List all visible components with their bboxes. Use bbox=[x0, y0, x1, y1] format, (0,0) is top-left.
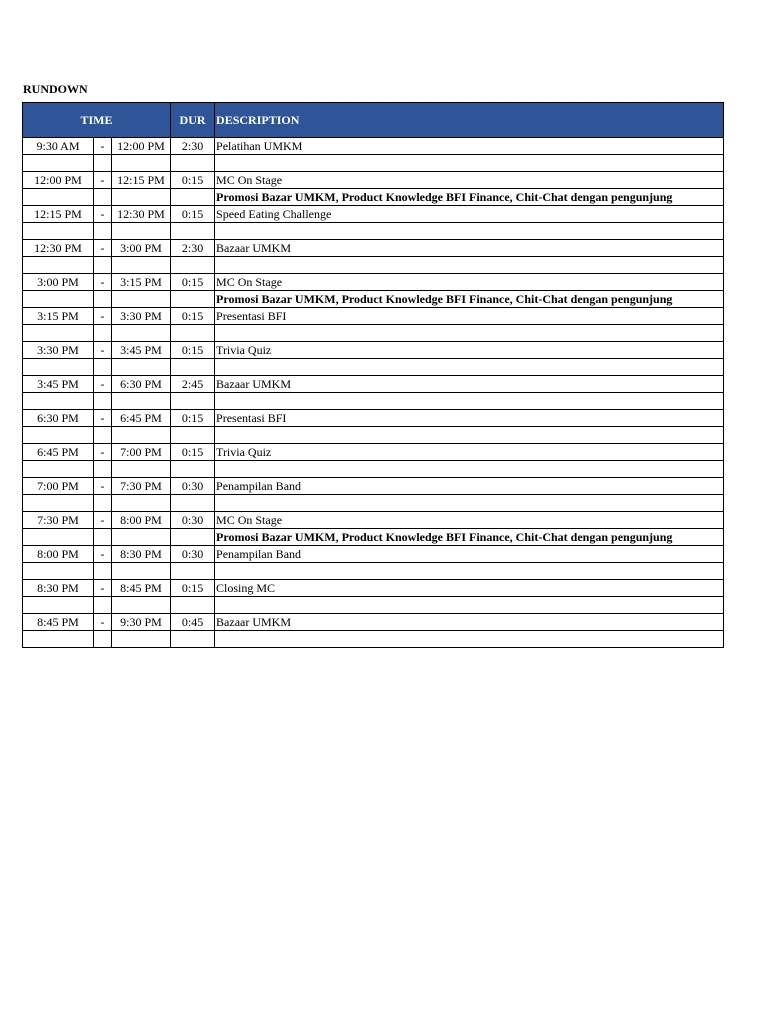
end-time-cell: 8:45 PM bbox=[112, 580, 171, 597]
table-row bbox=[23, 138, 724, 155]
duration-cell bbox=[171, 529, 215, 546]
duration-cell: 0:15 bbox=[171, 342, 215, 359]
table-row bbox=[23, 308, 724, 325]
end-time-cell: 7:00 PM bbox=[112, 444, 171, 461]
end-time-cell bbox=[112, 427, 171, 444]
table-row bbox=[23, 257, 724, 274]
separator-cell: - bbox=[94, 546, 112, 563]
start-time-cell bbox=[23, 359, 94, 376]
separator-cell bbox=[94, 155, 112, 172]
description-cell: Presentasi BFI bbox=[215, 410, 724, 427]
end-time-cell: 3:45 PM bbox=[112, 342, 171, 359]
description-cell bbox=[215, 223, 724, 240]
separator-cell: - bbox=[94, 478, 112, 495]
duration-cell: 0:15 bbox=[171, 444, 215, 461]
description-cell: MC On Stage bbox=[215, 274, 724, 291]
description-cell: Presentasi BFI bbox=[215, 308, 724, 325]
end-time-cell bbox=[112, 325, 171, 342]
separator-cell: - bbox=[94, 376, 112, 393]
start-time-cell bbox=[23, 155, 94, 172]
table-row bbox=[23, 410, 724, 427]
end-time-cell bbox=[112, 529, 171, 546]
separator-cell bbox=[94, 223, 112, 240]
description-cell: Promosi Bazar UMKM, Product Knowledge BFI Finance, Chit-Chat dengan pengunjung bbox=[215, 189, 724, 206]
table-row bbox=[23, 631, 724, 648]
separator-cell: - bbox=[94, 240, 112, 257]
duration-cell bbox=[171, 461, 215, 478]
separator-cell bbox=[94, 563, 112, 580]
duration-cell: 0:30 bbox=[171, 546, 215, 563]
duration-cell bbox=[171, 563, 215, 580]
table-row bbox=[23, 512, 724, 529]
end-time-cell: 3:00 PM bbox=[112, 240, 171, 257]
end-time-cell: 12:30 PM bbox=[112, 206, 171, 223]
duration-cell bbox=[171, 155, 215, 172]
table-row bbox=[23, 597, 724, 614]
start-time-cell: 8:30 PM bbox=[23, 580, 94, 597]
start-time-cell: 6:30 PM bbox=[23, 410, 94, 427]
description-cell: Bazaar UMKM bbox=[215, 614, 724, 631]
end-time-cell bbox=[112, 563, 171, 580]
duration-cell: 0:15 bbox=[171, 410, 215, 427]
end-time-cell: 9:30 PM bbox=[112, 614, 171, 631]
table-header-row bbox=[23, 103, 724, 138]
end-time-cell bbox=[112, 461, 171, 478]
separator-cell: - bbox=[94, 342, 112, 359]
end-time-cell bbox=[112, 291, 171, 308]
table-row bbox=[23, 478, 724, 495]
separator-cell: - bbox=[94, 410, 112, 427]
start-time-cell: 7:00 PM bbox=[23, 478, 94, 495]
start-time-cell bbox=[23, 189, 94, 206]
table-row bbox=[23, 427, 724, 444]
description-cell bbox=[215, 563, 724, 580]
table-row bbox=[23, 444, 724, 461]
description-cell bbox=[215, 461, 724, 478]
separator-cell: - bbox=[94, 206, 112, 223]
end-time-cell bbox=[112, 393, 171, 410]
duration-cell: 0:15 bbox=[171, 206, 215, 223]
separator-cell: - bbox=[94, 614, 112, 631]
duration-cell bbox=[171, 631, 215, 648]
separator-cell bbox=[94, 325, 112, 342]
separator-cell: - bbox=[94, 512, 112, 529]
header-time: TIME bbox=[23, 103, 171, 138]
description-cell: Promosi Bazar UMKM, Product Knowledge BFI Finance, Chit-Chat dengan pengunjung bbox=[215, 529, 724, 546]
end-time-cell: 7:30 PM bbox=[112, 478, 171, 495]
separator-cell bbox=[94, 495, 112, 512]
description-cell: Bazaar UMKM bbox=[215, 240, 724, 257]
separator-cell bbox=[94, 189, 112, 206]
start-time-cell: 3:30 PM bbox=[23, 342, 94, 359]
end-time-cell: 12:00 PM bbox=[112, 138, 171, 155]
duration-cell: 0:15 bbox=[171, 580, 215, 597]
end-time-cell bbox=[112, 155, 171, 172]
table-row bbox=[23, 580, 724, 597]
description-cell bbox=[215, 631, 724, 648]
table-row bbox=[23, 376, 724, 393]
end-time-cell bbox=[112, 257, 171, 274]
table-row bbox=[23, 223, 724, 240]
start-time-cell: 3:15 PM bbox=[23, 308, 94, 325]
separator-cell: - bbox=[94, 138, 112, 155]
page-title: RUNDOWN bbox=[23, 82, 88, 96]
duration-cell: 0:15 bbox=[171, 274, 215, 291]
description-cell bbox=[215, 359, 724, 376]
header-description: DESCRIPTION bbox=[215, 103, 724, 138]
description-cell: Promosi Bazar UMKM, Product Knowledge BFI Finance, Chit-Chat dengan pengunjung bbox=[215, 291, 724, 308]
description-cell bbox=[215, 597, 724, 614]
duration-cell: 2:45 bbox=[171, 376, 215, 393]
description-cell bbox=[215, 427, 724, 444]
start-time-cell bbox=[23, 393, 94, 410]
description-cell bbox=[215, 257, 724, 274]
separator-cell: - bbox=[94, 308, 112, 325]
duration-cell bbox=[171, 291, 215, 308]
start-time-cell bbox=[23, 495, 94, 512]
end-time-cell bbox=[112, 597, 171, 614]
start-time-cell: 8:00 PM bbox=[23, 546, 94, 563]
table-row bbox=[23, 240, 724, 257]
description-cell: Penampilan Band bbox=[215, 478, 724, 495]
end-time-cell: 3:30 PM bbox=[112, 308, 171, 325]
start-time-cell: 12:00 PM bbox=[23, 172, 94, 189]
end-time-cell bbox=[112, 631, 171, 648]
description-cell: MC On Stage bbox=[215, 512, 724, 529]
end-time-cell: 3:15 PM bbox=[112, 274, 171, 291]
table-row bbox=[23, 461, 724, 478]
duration-cell: 2:30 bbox=[171, 240, 215, 257]
table-row bbox=[23, 274, 724, 291]
table-row bbox=[23, 359, 724, 376]
start-time-cell: 7:30 PM bbox=[23, 512, 94, 529]
end-time-cell bbox=[112, 359, 171, 376]
start-time-cell bbox=[23, 563, 94, 580]
description-cell bbox=[215, 325, 724, 342]
table-row bbox=[23, 563, 724, 580]
separator-cell bbox=[94, 291, 112, 308]
start-time-cell bbox=[23, 223, 94, 240]
duration-cell: 0:30 bbox=[171, 512, 215, 529]
duration-cell bbox=[171, 597, 215, 614]
start-time-cell: 12:15 PM bbox=[23, 206, 94, 223]
description-cell bbox=[215, 393, 724, 410]
table-row bbox=[23, 546, 724, 563]
duration-cell bbox=[171, 325, 215, 342]
description-cell: MC On Stage bbox=[215, 172, 724, 189]
separator-cell bbox=[94, 597, 112, 614]
separator-cell bbox=[94, 461, 112, 478]
table-row bbox=[23, 529, 724, 546]
description-cell bbox=[215, 495, 724, 512]
end-time-cell: 6:45 PM bbox=[112, 410, 171, 427]
description-cell: Bazaar UMKM bbox=[215, 376, 724, 393]
description-cell: Penampilan Band bbox=[215, 546, 724, 563]
separator-cell bbox=[94, 257, 112, 274]
duration-cell bbox=[171, 223, 215, 240]
start-time-cell bbox=[23, 427, 94, 444]
table-row bbox=[23, 155, 724, 172]
separator-cell: - bbox=[94, 580, 112, 597]
duration-cell bbox=[171, 427, 215, 444]
description-cell: Trivia Quiz bbox=[215, 444, 724, 461]
duration-cell: 0:15 bbox=[171, 308, 215, 325]
start-time-cell bbox=[23, 325, 94, 342]
start-time-cell bbox=[23, 631, 94, 648]
duration-cell bbox=[171, 359, 215, 376]
separator-cell: - bbox=[94, 172, 112, 189]
start-time-cell: 12:30 PM bbox=[23, 240, 94, 257]
table-body bbox=[23, 138, 724, 648]
duration-cell: 0:45 bbox=[171, 614, 215, 631]
table-row bbox=[23, 325, 724, 342]
description-cell: Pelatihan UMKM bbox=[215, 138, 724, 155]
separator-cell: - bbox=[94, 274, 112, 291]
end-time-cell bbox=[112, 223, 171, 240]
end-time-cell bbox=[112, 189, 171, 206]
end-time-cell: 12:15 PM bbox=[112, 172, 171, 189]
start-time-cell: 3:45 PM bbox=[23, 376, 94, 393]
start-time-cell bbox=[23, 597, 94, 614]
duration-cell: 0:15 bbox=[171, 172, 215, 189]
separator-cell bbox=[94, 529, 112, 546]
description-cell bbox=[215, 155, 724, 172]
start-time-cell bbox=[23, 257, 94, 274]
description-cell: Speed Eating Challenge bbox=[215, 206, 724, 223]
start-time-cell: 6:45 PM bbox=[23, 444, 94, 461]
separator-cell bbox=[94, 631, 112, 648]
start-time-cell: 9:30 AM bbox=[23, 138, 94, 155]
start-time-cell bbox=[23, 461, 94, 478]
duration-cell: 2:30 bbox=[171, 138, 215, 155]
start-time-cell bbox=[23, 291, 94, 308]
table-row bbox=[23, 206, 724, 223]
table-row bbox=[23, 342, 724, 359]
end-time-cell: 6:30 PM bbox=[112, 376, 171, 393]
table-row bbox=[23, 172, 724, 189]
table-row bbox=[23, 291, 724, 308]
duration-cell bbox=[171, 495, 215, 512]
table-row bbox=[23, 393, 724, 410]
start-time-cell bbox=[23, 529, 94, 546]
table-row bbox=[23, 614, 724, 631]
duration-cell: 0:30 bbox=[171, 478, 215, 495]
duration-cell bbox=[171, 393, 215, 410]
end-time-cell: 8:00 PM bbox=[112, 512, 171, 529]
description-cell: Closing MC bbox=[215, 580, 724, 597]
separator-cell bbox=[94, 427, 112, 444]
start-time-cell: 8:45 PM bbox=[23, 614, 94, 631]
separator-cell: - bbox=[94, 444, 112, 461]
description-cell: Trivia Quiz bbox=[215, 342, 724, 359]
start-time-cell: 3:00 PM bbox=[23, 274, 94, 291]
rundown-table bbox=[22, 102, 724, 648]
separator-cell bbox=[94, 359, 112, 376]
duration-cell bbox=[171, 189, 215, 206]
table-row bbox=[23, 495, 724, 512]
table-row bbox=[23, 189, 724, 206]
duration-cell bbox=[171, 257, 215, 274]
header-dur: DUR bbox=[171, 103, 215, 138]
end-time-cell bbox=[112, 495, 171, 512]
end-time-cell: 8:30 PM bbox=[112, 546, 171, 563]
separator-cell bbox=[94, 393, 112, 410]
